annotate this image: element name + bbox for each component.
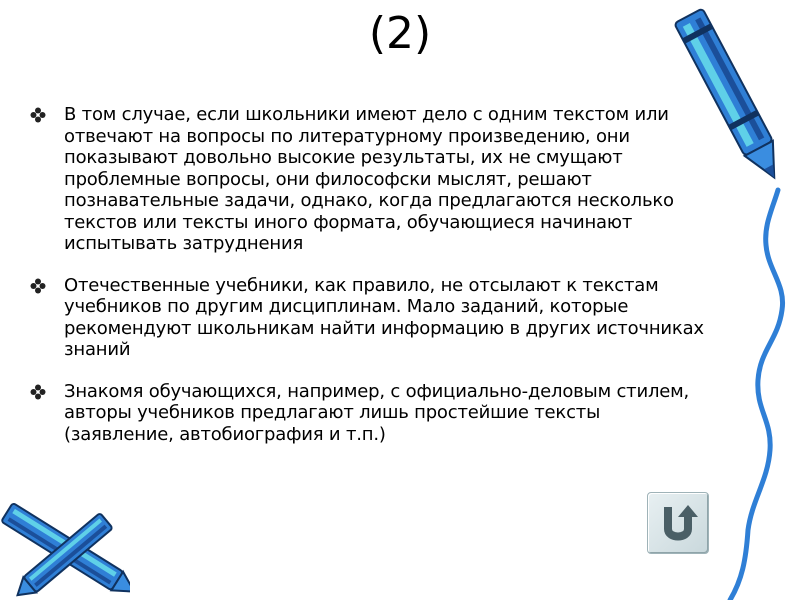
list-item (30, 381, 710, 446)
bullet-text: В том случае, если школьники имеют дело с одним текстом или отвечают на вопросы по литературному произведению, они показывают довольно высокие результаты, их не смущают проблемные вопросы, они философски мыслят, решают познавательные задачи, однако, когда предлагаются несколько текстов или тексты иного формата, обучающиеся начинают испытывать затруднения (64, 104, 674, 254)
list-item (30, 104, 710, 255)
slide-title: (2) (368, 8, 432, 59)
bullet-list (30, 104, 710, 465)
list-item (30, 275, 710, 361)
bullet-text: Отечественные учебники, как правило, не отсылают к текстам учебников по другим дисциплинам. Мало заданий, которые рекомендуют школьникам найти информацию в других источниках знаний (64, 274, 704, 360)
return-button[interactable] (647, 492, 709, 554)
crossed-pencils-icon (0, 480, 130, 600)
bullet-text: Знакомя обучающихся, например, с официально-деловым стилем, авторы учебников предлагают лишь простейшие тексты (заявление, автобиография и т.п.) (64, 380, 690, 445)
diamond-bullet-icon (30, 278, 46, 294)
diamond-bullet-icon (30, 107, 46, 123)
diamond-bullet-icon (30, 384, 46, 400)
return-arrow-icon (648, 493, 708, 553)
